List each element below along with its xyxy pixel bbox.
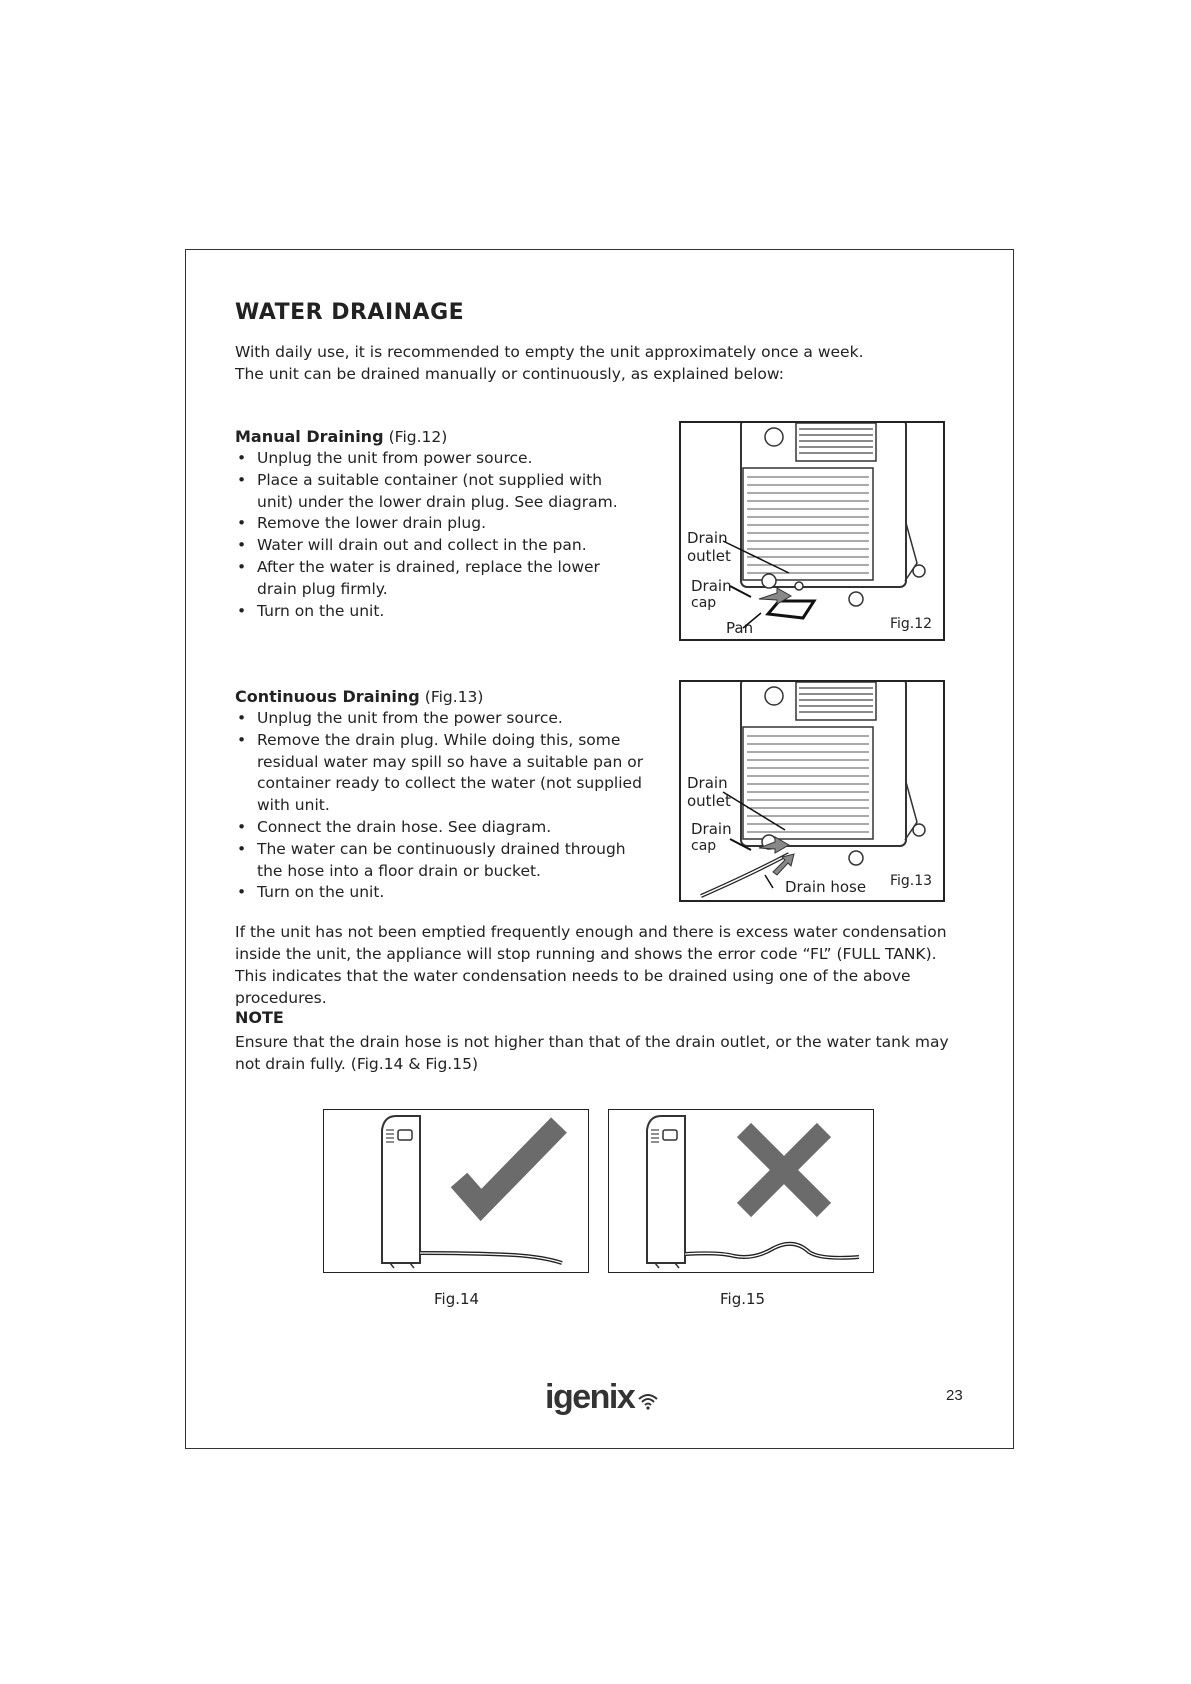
list-item: • Turn on the unit. — [235, 601, 640, 623]
manual-heading-text: Manual Draining — [235, 427, 384, 446]
list-item: • Remove the drain plug. While doing this, some residual water may spill so have a suitable pan or container ready to collect the water (not supplied with unit. — [235, 730, 650, 817]
fig13-diagram — [679, 680, 945, 902]
list-item: • Unplug the unit from the power source. — [235, 708, 650, 730]
fig14-illustration — [324, 1110, 587, 1271]
fig12-caption: Fig.12 — [890, 616, 933, 632]
note-text: Ensure that the drain hose is not higher than that of the drain outlet, or the water tank may not drain fully. (Fig.14 & Fig.15) — [235, 1033, 949, 1073]
fig13-drain-outlet-word1: Drain — [687, 774, 728, 792]
fig15-caption: Fig.15 — [720, 1290, 766, 1308]
fig12-diagram — [679, 421, 945, 641]
full-tank-paragraph — [235, 921, 995, 1009]
page-title: WATER DRAINAGE — [235, 300, 465, 325]
wifi-icon — [637, 1380, 659, 1419]
fig12-pan-label: Pan — [726, 619, 754, 637]
list-item: • The water can be continuously drained through the hose into a floor drain or bucket. — [235, 839, 650, 883]
fig12-drain-cap-word1: Drain — [691, 577, 732, 595]
fig13-caption: Fig.13 — [890, 873, 933, 889]
igenix-logo — [545, 1378, 659, 1419]
list-item: • Unplug the unit from power source. — [235, 448, 640, 470]
fig15-illustration — [609, 1110, 872, 1271]
continuous-heading-text: Continuous Draining — [235, 687, 420, 706]
intro-line-2: The unit can be drained manually or continuously, as explained below: — [235, 365, 784, 383]
continuous-draining-heading — [235, 686, 650, 708]
intro-line-1: With daily use, it is recommended to empty the unit approximately once a week. — [235, 343, 864, 361]
fig14-diagram — [323, 1109, 589, 1273]
list-item: • Water will drain out and collect in the pan. — [235, 535, 640, 557]
check-mark-icon — [459, 1125, 559, 1205]
list-item: • Connect the drain hose. See diagram. — [235, 817, 650, 839]
manual-steps-list — [235, 448, 640, 622]
logo-text: igenix — [545, 1378, 635, 1416]
fig15-diagram — [608, 1109, 874, 1273]
list-item: • After the water is drained, replace the lower drain plug firmly. — [235, 557, 640, 601]
note-heading: NOTE — [235, 1008, 284, 1027]
fig12-drain-outlet-word2: outlet — [687, 547, 731, 565]
cross-mark-icon — [744, 1130, 824, 1210]
continuous-draining-section — [235, 686, 650, 904]
fig12-drain-cap-label — [691, 577, 732, 611]
fig13-drain-hose-label: Drain hose — [785, 878, 867, 896]
list-item: • Turn on the unit. — [235, 882, 650, 904]
page-number: 23 — [946, 1387, 963, 1404]
list-item: • Place a suitable container (not supplied with unit) under the lower drain plug. See diagram. — [235, 470, 640, 514]
intro-paragraph — [235, 341, 995, 385]
full-tank-line-1: If the unit has not been emptied frequently enough and there is excess water condensation inside the unit, the appliance will stop running and shows the error code “FL” (FULL TANK). — [235, 923, 947, 963]
fig13-drain-outlet-word2: outlet — [687, 792, 731, 810]
continuous-heading-ref: (Fig.13) — [424, 688, 484, 706]
full-tank-line-2: This indicates that the water condensation needs to be drained using one of the above procedures. — [235, 967, 911, 1007]
fig13-drain-cap-label — [691, 820, 732, 854]
list-item: • Remove the lower drain plug. — [235, 513, 640, 535]
fig12-drain-cap-word2: cap — [691, 595, 717, 611]
fig12-drain-outlet-word1: Drain — [687, 529, 728, 547]
fig13-drain-cap-word2: cap — [691, 838, 717, 854]
manual-draining-section — [235, 426, 640, 622]
fig13-drain-outlet-label — [687, 774, 731, 810]
manual-heading-ref: (Fig.12) — [388, 428, 448, 446]
fig14-caption: Fig.14 — [434, 1290, 480, 1308]
continuous-steps-list — [235, 708, 650, 904]
fig13-drain-cap-word1: Drain — [691, 820, 732, 838]
manual-draining-heading — [235, 426, 640, 448]
fig12-drain-outlet-label — [687, 529, 731, 565]
